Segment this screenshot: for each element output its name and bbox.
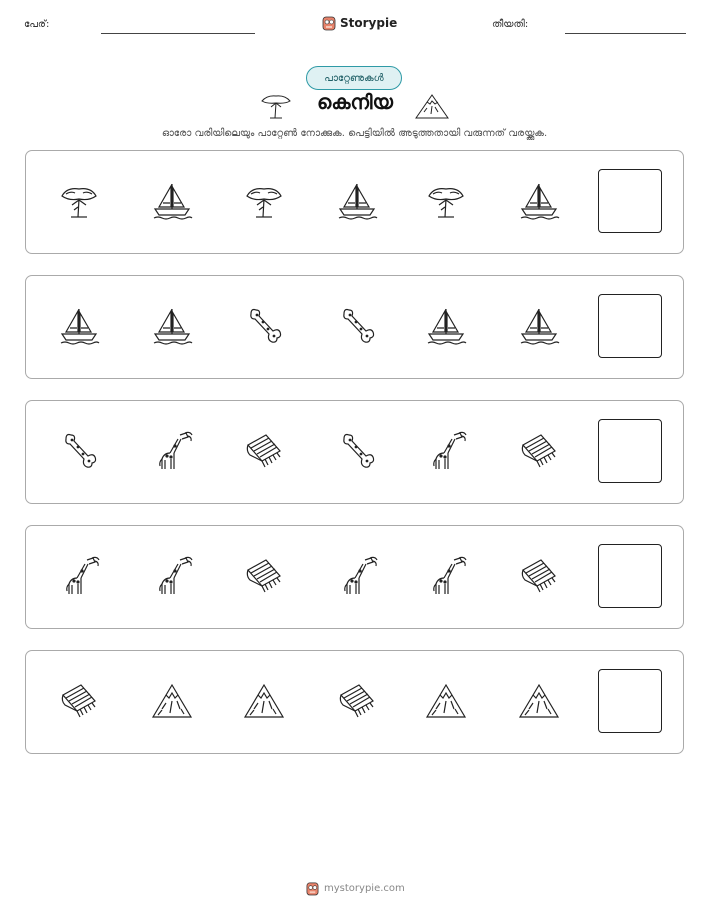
mountain-icon [424, 679, 468, 723]
giraffe-icon [424, 429, 468, 473]
sailboat-icon [335, 179, 379, 223]
sailboat-icon [150, 304, 194, 348]
blanket-icon [335, 679, 379, 723]
date-label: തീയതി: [492, 19, 529, 30]
brand-name: Storypie [340, 16, 398, 30]
answer-box[interactable] [598, 169, 662, 233]
blanket-icon [57, 679, 101, 723]
acacia-tree-icon [259, 92, 293, 120]
brand-logo [322, 12, 397, 34]
bone-icon [57, 429, 101, 473]
storypie-mascot-icon [306, 881, 319, 896]
blanket-icon [517, 554, 561, 598]
answer-box[interactable] [598, 544, 662, 608]
pattern-row-1 [25, 150, 684, 254]
blanket-icon [242, 429, 286, 473]
giraffe-icon [424, 554, 468, 598]
sailboat-icon [57, 304, 101, 348]
blanket-icon [517, 429, 561, 473]
footer [306, 879, 405, 897]
instruction-text: ഓരോ വരിയിലെയും പാറ്റേൺ നോക്കുക. പെട്ടിയിൽ അടുത്തതായി വരുന്നത് വരയ്ക്കുക. [161, 128, 548, 139]
acacia-tree-icon [57, 179, 101, 223]
page-title: കെനിയ [317, 90, 393, 114]
name-line[interactable] [101, 33, 255, 34]
giraffe-icon [150, 554, 194, 598]
pattern-row-4 [25, 525, 684, 629]
pattern-row-5 [25, 650, 684, 754]
answer-box[interactable] [598, 669, 662, 733]
pattern-row-2 [25, 275, 684, 379]
sailboat-icon [517, 304, 561, 348]
date-line[interactable] [565, 33, 686, 34]
acacia-tree-icon [242, 179, 286, 223]
answer-box[interactable] [598, 419, 662, 483]
blanket-icon [242, 554, 286, 598]
giraffe-icon [335, 554, 379, 598]
answer-box[interactable] [598, 294, 662, 358]
storypie-mascot-icon [322, 15, 336, 31]
giraffe-icon [150, 429, 194, 473]
giraffe-icon [57, 554, 101, 598]
bone-icon [335, 429, 379, 473]
bone-icon [242, 304, 286, 348]
mountain-icon [517, 679, 561, 723]
topic-pill: പാറ്റേണുകൾ [306, 66, 402, 90]
name-label: പേര്: [24, 19, 50, 30]
sailboat-icon [517, 179, 561, 223]
mountain-icon [414, 92, 450, 120]
bone-icon [335, 304, 379, 348]
pattern-row-3 [25, 400, 684, 504]
sailboat-icon [150, 179, 194, 223]
sailboat-icon [424, 304, 468, 348]
mountain-icon [150, 679, 194, 723]
footer-url: mystorypie.com [324, 882, 405, 894]
acacia-tree-icon [424, 179, 468, 223]
mountain-icon [242, 679, 286, 723]
